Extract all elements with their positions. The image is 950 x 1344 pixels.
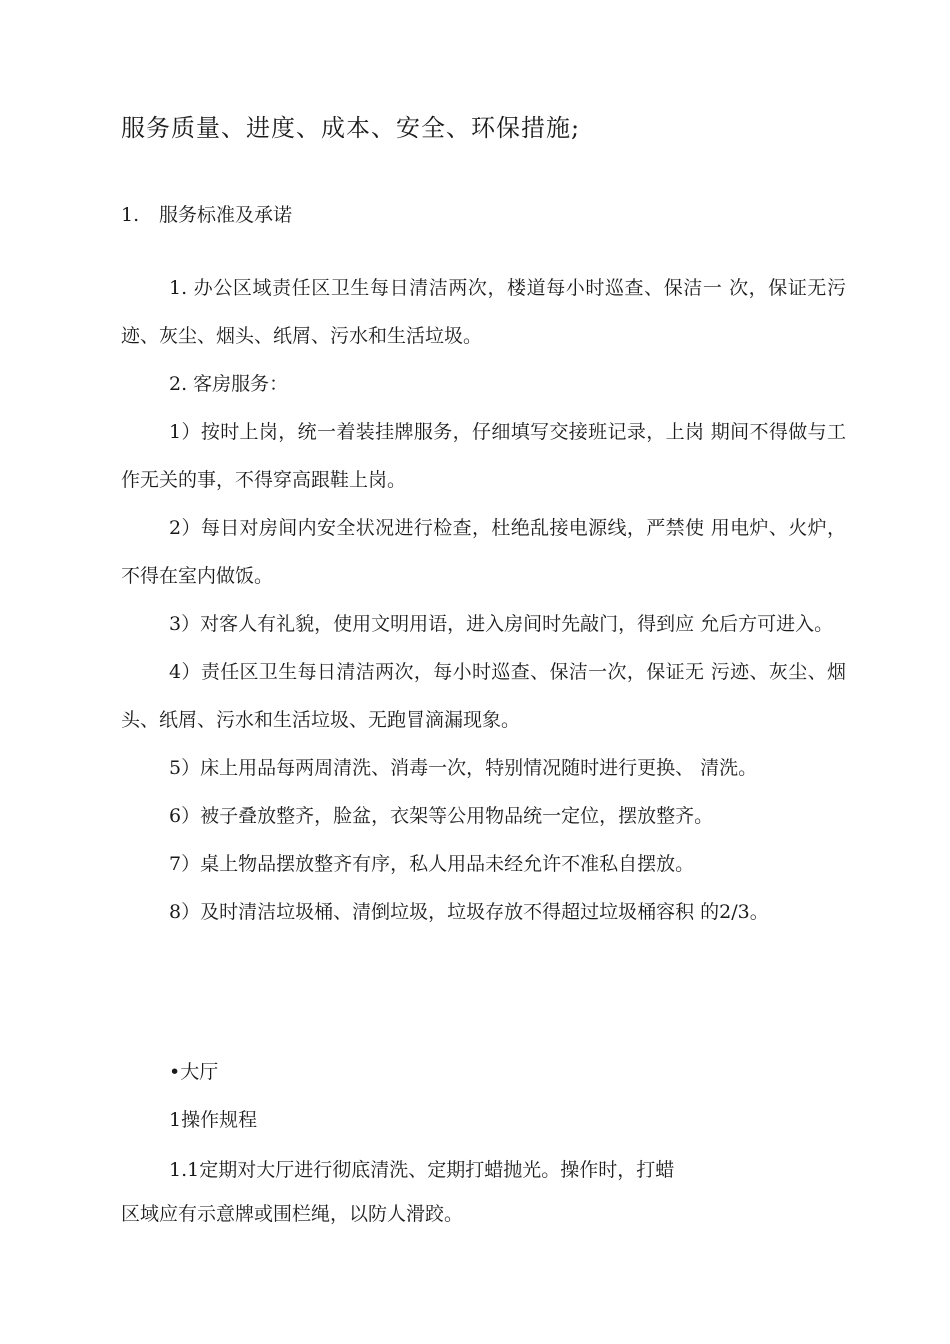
section-heading [121, 200, 292, 227]
paragraph-item-2: 2）每日对房间内安全状况进行检查，杜绝乱接电源线，严禁使 用电炉、火炉，不得在室内做饭。 [121, 517, 846, 587]
procedure-line-2: 区域应有示意牌或围栏绳，以防人滑跤。 [121, 1203, 464, 1225]
paragraph-item-6: 6）被子叠放整齐，脸盆，衣架等公用物品统一定位，摆放整齐。 [169, 805, 714, 827]
paragraph-item-8: 8）及时清洁垃圾桶、清倒垃圾，垃圾存放不得超过垃圾桶容积 的2/3。 [169, 901, 769, 923]
paragraph-item-5: 5）床上用品每两周清洗、消毒一次，特别情况随时进行更换、 清洗。 [169, 757, 758, 779]
paragraph-item-3: 3）对客人有礼貌，使用文明用语，进入房间时先敲门，得到应 允后方可进入。 [169, 613, 834, 635]
procedure-heading: 1操作规程 [169, 1109, 258, 1131]
paragraph-item-4: 4）责任区卫生每日清洁两次，每小时巡查、保洁一次，保证无 污迹、灰尘、烟头、纸屑、污水和生活垃圾、无跑冒滴漏现象。 [121, 661, 846, 731]
document-title: 服务质量、进度、成本、安全、环保措施; [121, 114, 581, 142]
paragraph-room-service: 2. 客房服务： [169, 373, 289, 395]
paragraph-item-1: 1）按时上岗，统一着装挂牌服务，仔细填写交接班记录，上岗 期间不得做与工作无关的事，不得穿高跟鞋上岗。 [121, 421, 846, 491]
section-title: 服务标准及承诺 [159, 204, 293, 226]
procedure-line-1: 1.1定期对大厅进行彻底清洗、定期打蜡抛光。操作时，打蜡 [169, 1159, 675, 1181]
hall-heading: •大厅 [169, 1061, 219, 1083]
paragraph-item-7: 7）桌上物品摆放整齐有序，私人用品未经允许不准私自摆放。 [169, 853, 695, 875]
body-paragraphs [121, 264, 846, 936]
paragraph-office-cleaning: 1. 办公区域责任区卫生每日清洁两次，楼道每小时巡查、保洁一 次，保证无污迹、灰尘、烟头、纸屑、污水和生活垃圾。 [121, 277, 846, 347]
section-number: 1. [121, 204, 140, 226]
